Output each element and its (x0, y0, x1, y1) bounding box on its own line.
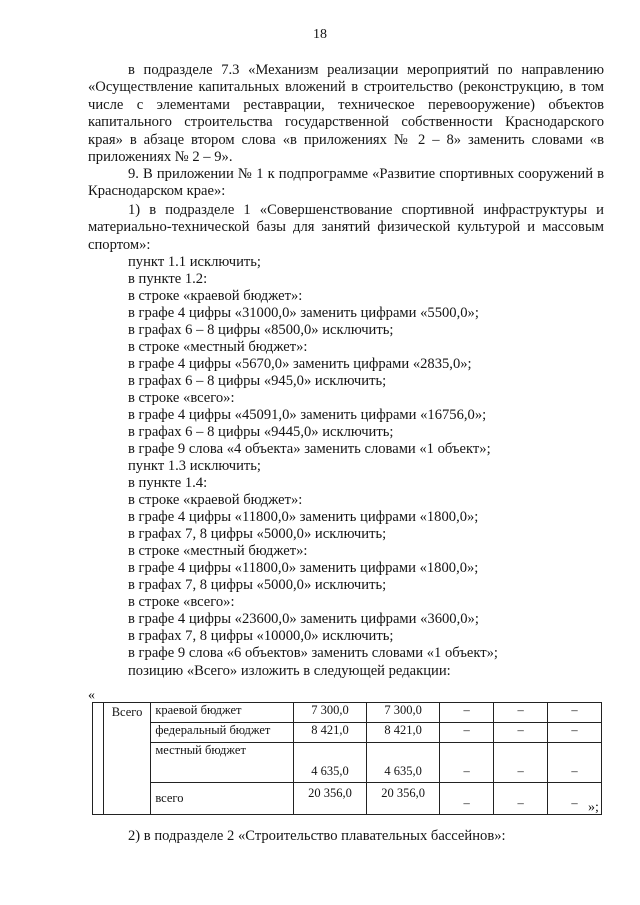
instruction-line: в строке «местный бюджет»: (128, 543, 308, 559)
instruction-line: в графе 4 цифры «31000,0» заменить цифрами «5500,0»; (128, 305, 479, 321)
instruction-line: в пункте 1.4: (128, 475, 208, 491)
instruction-line: в графах 7, 8 цифры «5000,0» исключить; (128, 577, 387, 593)
instruction-line: в графе 9 слова «4 объекта» заменить словами «1 объект»; (128, 441, 491, 457)
paragraph-subsection-1: 1) в подразделе 1 «Совершенствование спортивной инфраструктуры и материально-технической базы для занятий физической культурой и массовым спортом»: (88, 202, 604, 253)
table-cell-value: 20 356,0 (293, 783, 366, 815)
table-cell-label: Всего (103, 703, 151, 815)
instruction-line: в графах 7, 8 цифры «10000,0» исключить; (128, 628, 394, 644)
instruction-line: в строке «всего»: (128, 594, 235, 610)
table-cell-value: 7 300,0 (293, 703, 366, 723)
quote-close: »; (588, 800, 599, 815)
table-cell-dash: – (440, 783, 494, 815)
table-cell-value: 8 421,0 (293, 723, 366, 743)
instruction-line: позицию «Всего» изложить в следующей редакции: (128, 663, 451, 679)
table-row (93, 703, 602, 723)
table-cell-value: 4 635,0 (293, 743, 366, 783)
table-cell-name: краевой бюджет (151, 703, 294, 723)
table-cell-name: местный бюджет (151, 743, 294, 783)
instruction-line: в графе 4 цифры «11800,0» заменить цифрами «1800,0»; (128, 560, 479, 576)
table-cell-dash: – (494, 723, 548, 743)
table-cell-dash: – (548, 723, 602, 743)
table-row (93, 783, 602, 815)
table-cell-value: 20 356,0 (367, 783, 440, 815)
table-cell-dash: – (440, 743, 494, 783)
instruction-line: в строке «местный бюджет»: (128, 339, 308, 355)
table-cell-dash: – (494, 783, 548, 815)
table-cell-dash: – (494, 743, 548, 783)
table-cell-dash: – (494, 703, 548, 723)
instruction-line: в строке «краевой бюджет»: (128, 288, 303, 304)
table-cell-value: 7 300,0 (367, 703, 440, 723)
table-cell-name: всего (151, 783, 294, 815)
table-row (93, 723, 602, 743)
table-cell-dash: – (548, 783, 602, 815)
table-cell-value: 4 635,0 (367, 743, 440, 783)
table-cell-blank (93, 703, 104, 815)
instruction-line: пункт 1.1 исключить; (128, 254, 261, 270)
table-cell-value: 8 421,0 (367, 723, 440, 743)
table-cell-dash: – (440, 703, 494, 723)
instruction-line: в графе 4 цифры «5670,0» заменить цифрами «2835,0»; (128, 356, 472, 372)
instruction-line: в графе 4 цифры «23600,0» заменить цифрами «3600,0»; (128, 611, 479, 627)
instruction-line: в графах 6 – 8 цифры «9445,0» исключить; (128, 424, 394, 440)
instruction-line: в графе 4 цифры «11800,0» заменить цифрами «1800,0»; (128, 509, 479, 525)
paragraph-subsection-7-3: в подразделе 7.3 «Механизм реализации мероприятий по направлению «Осуществление капитальных вложений в строительство (реконструкцию, в том числе с элементами реставрации, техническое перевооружение) объектов капитального строительства государственной собственности Краснодарского края» в абзаце втором слова «в приложениях № 2 – 8» заменить словами «в приложениях № 2 – 9». (88, 62, 604, 166)
paragraph-subsection-2: 2) в подразделе 2 «Строительство плавательных бассейнов»: (128, 828, 506, 844)
table-cell-dash: – (548, 743, 602, 783)
instruction-line: в графах 6 – 8 цифры «945,0» исключить; (128, 373, 387, 389)
table-cell-dash: – (548, 703, 602, 723)
budget-table (92, 702, 602, 815)
instruction-line: в графе 9 слова «6 объектов» заменить словами «1 объект»; (128, 645, 498, 661)
table-cell-name: федеральный бюджет (151, 723, 294, 743)
page-number: 18 (313, 27, 327, 42)
instruction-line: в строке «краевой бюджет»: (128, 492, 303, 508)
instruction-line: в пункте 1.2: (128, 271, 208, 287)
table-cell-dash: – (440, 723, 494, 743)
paragraph-appendix-1: 9. В приложении № 1 к подпрограмме «Развитие спортивных сооружений в Краснодарском крае»: (88, 166, 604, 200)
table-row (93, 743, 602, 783)
instruction-line: в графах 7, 8 цифры «5000,0» исключить; (128, 526, 387, 542)
instruction-line: пункт 1.3 исключить; (128, 458, 261, 474)
instruction-line: в строке «всего»: (128, 390, 235, 406)
instruction-line: в графе 4 цифры «45091,0» заменить цифрами «16756,0»; (128, 407, 487, 423)
instruction-line: в графах 6 – 8 цифры «8500,0» исключить; (128, 322, 394, 338)
quote-open: « (88, 688, 95, 703)
